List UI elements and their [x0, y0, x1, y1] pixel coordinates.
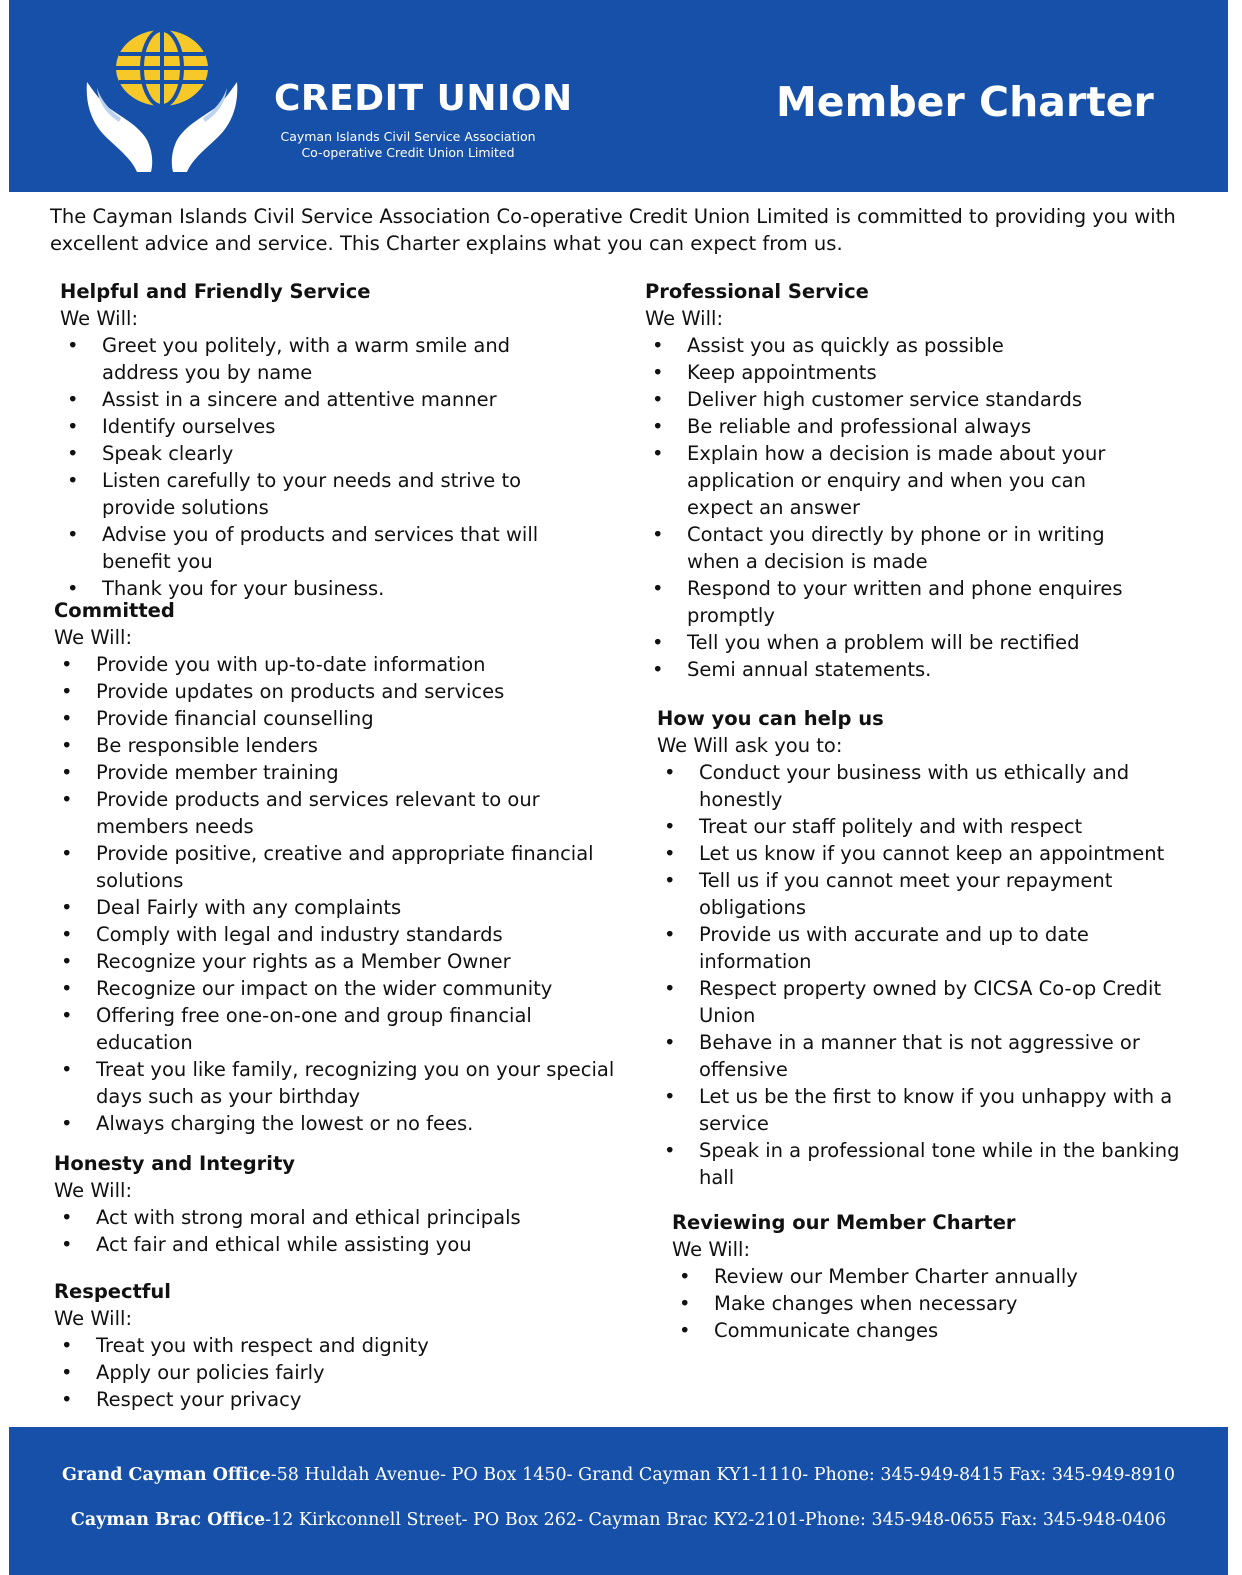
list-item-text: Respect your privacy: [96, 1388, 302, 1411]
list-item-text: Provide updates on products and services: [96, 680, 505, 703]
list-item-text: Let us be the first to know if you unhappy with a service: [699, 1085, 1173, 1135]
list-item: [54, 840, 624, 894]
list-item-text: Provide products and services relevant to our members needs: [96, 788, 540, 838]
list-item: [54, 786, 624, 840]
bullet-icon: •: [652, 631, 664, 654]
list-item-text: Recognize your rights as a Member Owner: [96, 950, 511, 973]
list-item-text: Be reliable and professional always: [687, 415, 1032, 438]
list-item: [54, 1204, 524, 1231]
section-lead: We Will:: [672, 1238, 751, 1261]
bullet-list: [54, 1332, 524, 1413]
list-item-text: Always charging the lowest or no fees.: [96, 1112, 474, 1135]
section-committed: [54, 597, 624, 1137]
bullet-icon: •: [664, 815, 676, 838]
bullet-list: [54, 1204, 524, 1258]
list-item: [60, 467, 580, 521]
brand-subtitle-line-2: Co-operative Credit Union Limited: [301, 145, 515, 160]
bullet-list: [54, 651, 624, 1137]
bullet-icon: •: [61, 761, 73, 784]
list-item-text: Act with strong moral and ethical principals: [96, 1206, 521, 1229]
section-title: How you can help us: [657, 707, 884, 730]
grand-cayman-office: [9, 1465, 1228, 1485]
bullet-icon: •: [652, 577, 664, 600]
list-item-text: Speak clearly: [102, 442, 234, 465]
list-item-text: Offering free one-on-one and group financial education: [96, 1004, 532, 1054]
list-item: [54, 1386, 524, 1413]
list-item: [60, 440, 580, 467]
office-address: -58 Huldah Avenue- PO Box 1450- Grand Cayman KY1-1110- Phone: 345-949-8415 Fax: 345-949-8910: [270, 1465, 1175, 1485]
bullet-icon: •: [652, 658, 664, 681]
bullet-icon: •: [61, 1206, 73, 1229]
bullet-icon: •: [664, 761, 676, 784]
intro-paragraph: The Cayman Islands Civil Service Association Co-operative Credit Union Limited is committed to providing you with excellent advice and service. This Charter explains what you can expect from us.: [50, 205, 1176, 255]
bullet-icon: •: [61, 950, 73, 973]
list-item-text: Conduct your business with us ethically and honestly: [699, 761, 1130, 811]
section-lead: We Will ask you to:: [657, 734, 843, 757]
list-item-text: Advise you of products and services that will benefit you: [102, 523, 539, 573]
list-item: [54, 651, 624, 678]
list-item-text: Listen carefully to your needs and strive to provide solutions: [102, 469, 522, 519]
list-item: [54, 678, 624, 705]
bullet-icon: •: [652, 388, 664, 411]
list-item: [60, 332, 580, 386]
list-item: [54, 975, 624, 1002]
section-lead: We Will:: [60, 307, 139, 330]
bullet-icon: •: [652, 523, 664, 546]
bullet-icon: •: [61, 734, 73, 757]
list-item-text: Provide positive, creative and appropriate financial solutions: [96, 842, 594, 892]
bullet-icon: •: [664, 977, 676, 1000]
bullet-icon: •: [61, 896, 73, 919]
list-item-text: Contact you directly by phone or in writing when a decision is made: [687, 523, 1105, 573]
list-item-text: Recognize our impact on the wider community: [96, 977, 553, 1000]
list-item: [657, 813, 1187, 840]
bullet-icon: •: [664, 1139, 676, 1162]
list-item-text: Tell us if you cannot meet your repayment obligations: [699, 869, 1113, 919]
list-item-text: Keep appointments: [687, 361, 877, 384]
list-item-text: Apply our policies fairly: [96, 1361, 325, 1384]
bullet-icon: •: [61, 1361, 73, 1384]
brand-subtitle-line-1: Cayman Islands Civil Service Association: [280, 129, 536, 144]
list-item: [54, 705, 624, 732]
list-item-text: Speak in a professional tone while in the banking hall: [699, 1139, 1180, 1189]
brand-subtitle: [274, 129, 542, 161]
list-item: [60, 386, 580, 413]
list-item: [54, 759, 624, 786]
office-address: -12 Kirkconnell Street- PO Box 262- Cayman Brac KY2-2101-Phone: 345-948-0655 Fax: 345-948-0406: [265, 1510, 1167, 1530]
list-item: [657, 840, 1187, 867]
bullet-icon: •: [652, 442, 664, 465]
section-respectful: [54, 1278, 524, 1413]
list-item: [54, 894, 624, 921]
list-item: [645, 413, 1130, 440]
list-item: [54, 948, 624, 975]
bullet-icon: •: [679, 1319, 691, 1342]
list-item: [645, 359, 1130, 386]
section-title: Professional Service: [645, 280, 869, 303]
cayman-brac-office: [9, 1510, 1228, 1530]
office-label: Cayman Brac Office: [70, 1510, 266, 1530]
section-title: Reviewing our Member Charter: [672, 1211, 1016, 1234]
bullet-list: [672, 1263, 1172, 1344]
section-title: Committed: [54, 599, 175, 622]
office-label: Grand Cayman Office: [61, 1465, 271, 1485]
list-item: [54, 921, 624, 948]
list-item-text: Semi annual statements.: [687, 658, 932, 681]
header-banner: [9, 0, 1228, 192]
list-item: [645, 575, 1130, 629]
bullet-icon: •: [652, 415, 664, 438]
list-item: [657, 975, 1187, 1029]
list-item-text: Identify ourselves: [102, 415, 276, 438]
bullet-icon: •: [67, 334, 79, 357]
section-lead: We Will:: [54, 1307, 133, 1330]
list-item: [672, 1263, 1172, 1290]
list-item-text: Respect property owned by CICSA Co-op Credit Union: [699, 977, 1162, 1027]
list-item-text: Provide member training: [96, 761, 339, 784]
list-item-text: Assist you as quickly as possible: [687, 334, 1004, 357]
list-item: [672, 1317, 1172, 1344]
list-item: [60, 413, 580, 440]
list-item-text: Explain how a decision is made about your application or enquiry and when you can expect an answer: [687, 442, 1106, 519]
list-item-text: Let us know if you cannot keep an appointment: [699, 842, 1165, 865]
list-item: [54, 1332, 524, 1359]
bullet-icon: •: [67, 415, 79, 438]
bullet-icon: •: [61, 1233, 73, 1256]
bullet-icon: •: [67, 523, 79, 546]
list-item: [657, 1137, 1187, 1191]
list-item: [645, 629, 1130, 656]
bullet-icon: •: [652, 361, 664, 384]
section-help-us: [657, 705, 1187, 1191]
credit-union-logo-icon: [79, 30, 239, 175]
list-item: [657, 921, 1187, 975]
bullet-icon: •: [664, 869, 676, 892]
section-helpful: [60, 278, 580, 602]
section-title: Helpful and Friendly Service: [60, 280, 371, 303]
page-title: Member Charter: [776, 78, 1154, 126]
list-item: [657, 759, 1187, 813]
bullet-icon: •: [61, 1334, 73, 1357]
list-item: [54, 732, 624, 759]
list-item: [54, 1056, 624, 1110]
bullet-icon: •: [664, 1085, 676, 1108]
list-item-text: Deliver high customer service standards: [687, 388, 1083, 411]
bullet-list: [60, 332, 580, 602]
list-item-text: Communicate changes: [714, 1319, 939, 1342]
brand-name: CREDIT UNION: [274, 78, 573, 119]
section-lead: We Will:: [54, 1179, 133, 1202]
bullet-icon: •: [652, 334, 664, 357]
list-item-text: Thank you for your business.: [102, 577, 385, 600]
bullet-icon: •: [664, 842, 676, 865]
list-item: [645, 656, 1130, 683]
list-item-text: Review our Member Charter annually: [714, 1265, 1078, 1288]
list-item: [54, 1359, 524, 1386]
bullet-icon: •: [61, 653, 73, 676]
list-item-text: Treat you like family, recognizing you on your special days such as your birthday: [96, 1058, 615, 1108]
list-item: [54, 1231, 524, 1258]
section-reviewing: [672, 1209, 1172, 1344]
list-item: [54, 1002, 624, 1056]
bullet-icon: •: [679, 1265, 691, 1288]
list-item: [657, 1083, 1187, 1137]
list-item-text: Make changes when necessary: [714, 1292, 1018, 1315]
section-lead: We Will:: [54, 626, 133, 649]
list-item: [60, 521, 580, 575]
bullet-icon: •: [679, 1292, 691, 1315]
bullet-list: [645, 332, 1130, 683]
list-item-text: Treat our staff politely and with respect: [699, 815, 1083, 838]
bullet-icon: •: [67, 388, 79, 411]
bullet-icon: •: [61, 923, 73, 946]
list-item-text: Deal Fairly with any complaints: [96, 896, 402, 919]
list-item-text: Assist in a sincere and attentive manner: [102, 388, 497, 411]
list-item: [657, 867, 1187, 921]
list-item-text: Respond to your written and phone enquires promptly: [687, 577, 1123, 627]
list-item: [645, 440, 1130, 521]
list-item: [54, 1110, 624, 1137]
list-item: [645, 386, 1130, 413]
bullet-icon: •: [664, 1031, 676, 1054]
list-item-text: Treat you with respect and dignity: [96, 1334, 429, 1357]
section-title: Respectful: [54, 1280, 171, 1303]
footer-banner: [9, 1427, 1228, 1575]
bullet-icon: •: [61, 1112, 73, 1135]
section-title: Honesty and Integrity: [54, 1152, 296, 1175]
list-item: [645, 521, 1130, 575]
list-item: [645, 332, 1130, 359]
bullet-list: [657, 759, 1187, 1191]
section-lead: We Will:: [645, 307, 724, 330]
section-professional: [645, 278, 1130, 683]
bullet-icon: •: [61, 1004, 73, 1027]
list-item-text: Tell you when a problem will be rectified: [687, 631, 1080, 654]
bullet-icon: •: [61, 842, 73, 865]
bullet-icon: •: [61, 680, 73, 703]
list-item: [657, 1029, 1187, 1083]
list-item-text: Provide us with accurate and up to date information: [699, 923, 1089, 973]
section-honesty: [54, 1150, 524, 1258]
bullet-icon: •: [61, 977, 73, 1000]
list-item-text: Be responsible lenders: [96, 734, 318, 757]
list-item-text: Behave in a manner that is not aggressive or offensive: [699, 1031, 1140, 1081]
bullet-icon: •: [664, 923, 676, 946]
bullet-icon: •: [61, 707, 73, 730]
bullet-icon: •: [61, 1388, 73, 1411]
bullet-icon: •: [67, 577, 79, 600]
list-item-text: Greet you politely, with a warm smile and address you by name: [102, 334, 511, 384]
list-item-text: Provide financial counselling: [96, 707, 374, 730]
bullet-icon: •: [61, 788, 73, 811]
list-item: [672, 1290, 1172, 1317]
list-item-text: Provide you with up-to-date information: [96, 653, 486, 676]
list-item-text: Comply with legal and industry standards: [96, 923, 503, 946]
list-item-text: Act fair and ethical while assisting you: [96, 1233, 472, 1256]
bullet-icon: •: [61, 1058, 73, 1081]
bullet-icon: •: [67, 469, 79, 492]
bullet-icon: •: [67, 442, 79, 465]
